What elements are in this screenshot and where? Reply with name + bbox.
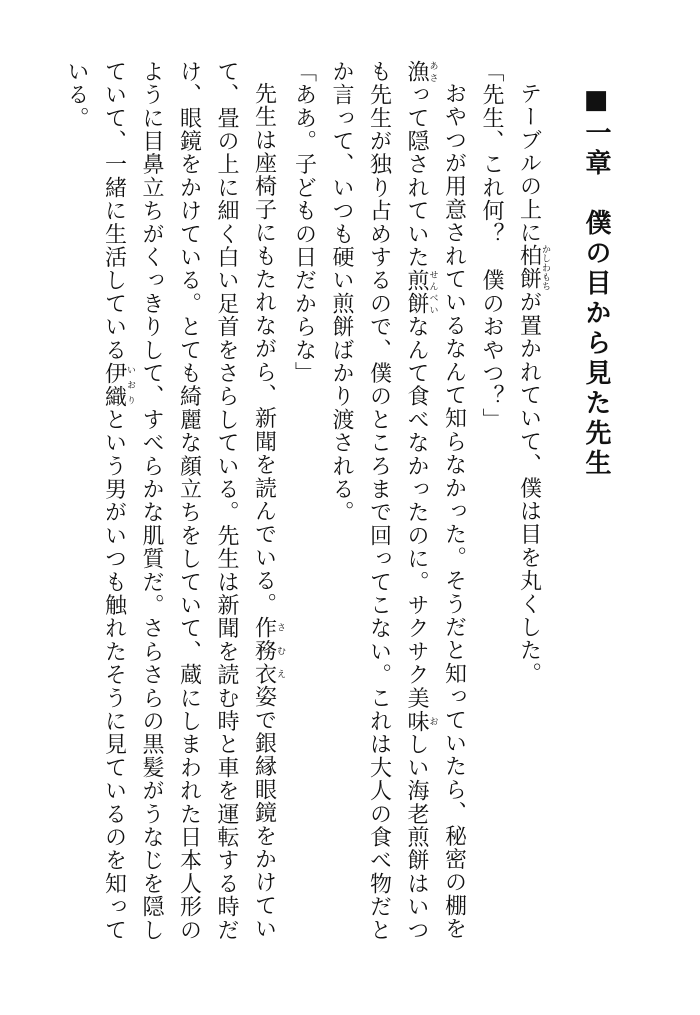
narration-paragraph [323, 60, 473, 960]
ruby-reading: あさ [427, 60, 438, 84]
dialogue-paragraph [285, 60, 323, 960]
ruby-reading: お [427, 709, 438, 733]
ruby-word [404, 709, 438, 733]
ruby-base: 漁 [404, 60, 429, 84]
ruby-word [404, 60, 438, 84]
ruby-reading: せんべい [427, 268, 438, 316]
body-text [58, 60, 551, 960]
text-run: しい海老煎餅はいつも先生が独り占めするので、僕のところまで回ってこない。これは大人の食べ物だとか言って、いつも硬い煎餅ばかり渡される。 [329, 60, 429, 942]
text-run: が置かれていて、僕は目を丸くした。 [516, 290, 542, 686]
ruby-base: 伊織 [101, 361, 127, 409]
text-run: という男がいつも触れたそうに見ているのを知っている。 [64, 60, 127, 942]
text-run: って隠されていた [404, 83, 429, 269]
narration-paragraph [510, 60, 550, 960]
dialogue-paragraph [473, 60, 511, 960]
chapter-marker: ■ [581, 85, 611, 119]
ruby-base: 煎餅 [404, 268, 429, 316]
chapter-title [578, 85, 615, 479]
ruby-reading: いおり [125, 361, 135, 409]
text-run: 「ああ。子どもの日だからな」 [291, 60, 317, 385]
ruby-base: 作務衣 [251, 615, 277, 686]
text-run: テーブルの上に [516, 82, 542, 245]
ruby-base: 味 [404, 709, 429, 733]
narration-paragraph [58, 60, 286, 960]
ruby-reading: かしわもち [540, 244, 550, 291]
ruby-reading: さむえ [275, 615, 285, 686]
text-run: おやつが用意されているなんて知らなかった。そうだと知っていたら、秘密の棚を [441, 82, 467, 941]
text-run: なんて食べなかったのに。サクサク美 [404, 315, 429, 710]
chapter-title-text: 一章 僕の目から見た先生 [581, 119, 611, 479]
ruby-word [251, 615, 285, 686]
ruby-word [101, 361, 135, 409]
text-run: 「先生、これ何？ 僕のおやつ？」 [479, 60, 504, 432]
text-run: 姿で銀縁眼鏡をかけていて、畳の上に細く白い足首をさらしている。先生は新聞を読む時と車を運転する時だけ、眼鏡をかけている。とても綺麗な顔立ちをしていて、蔵にしまわれた日本人形のように目鼻立ちがくっきりして、すべらかな肌質だ。さらさらの黒髪がうなじを隠していて、一緒に生活している [101, 60, 277, 942]
ruby-word [404, 268, 438, 316]
ruby-base: 柏餅 [516, 244, 542, 291]
text-run: 先生は座椅子にもたれながら、新聞を読んでいる。 [251, 82, 277, 616]
ruby-word [516, 244, 550, 291]
